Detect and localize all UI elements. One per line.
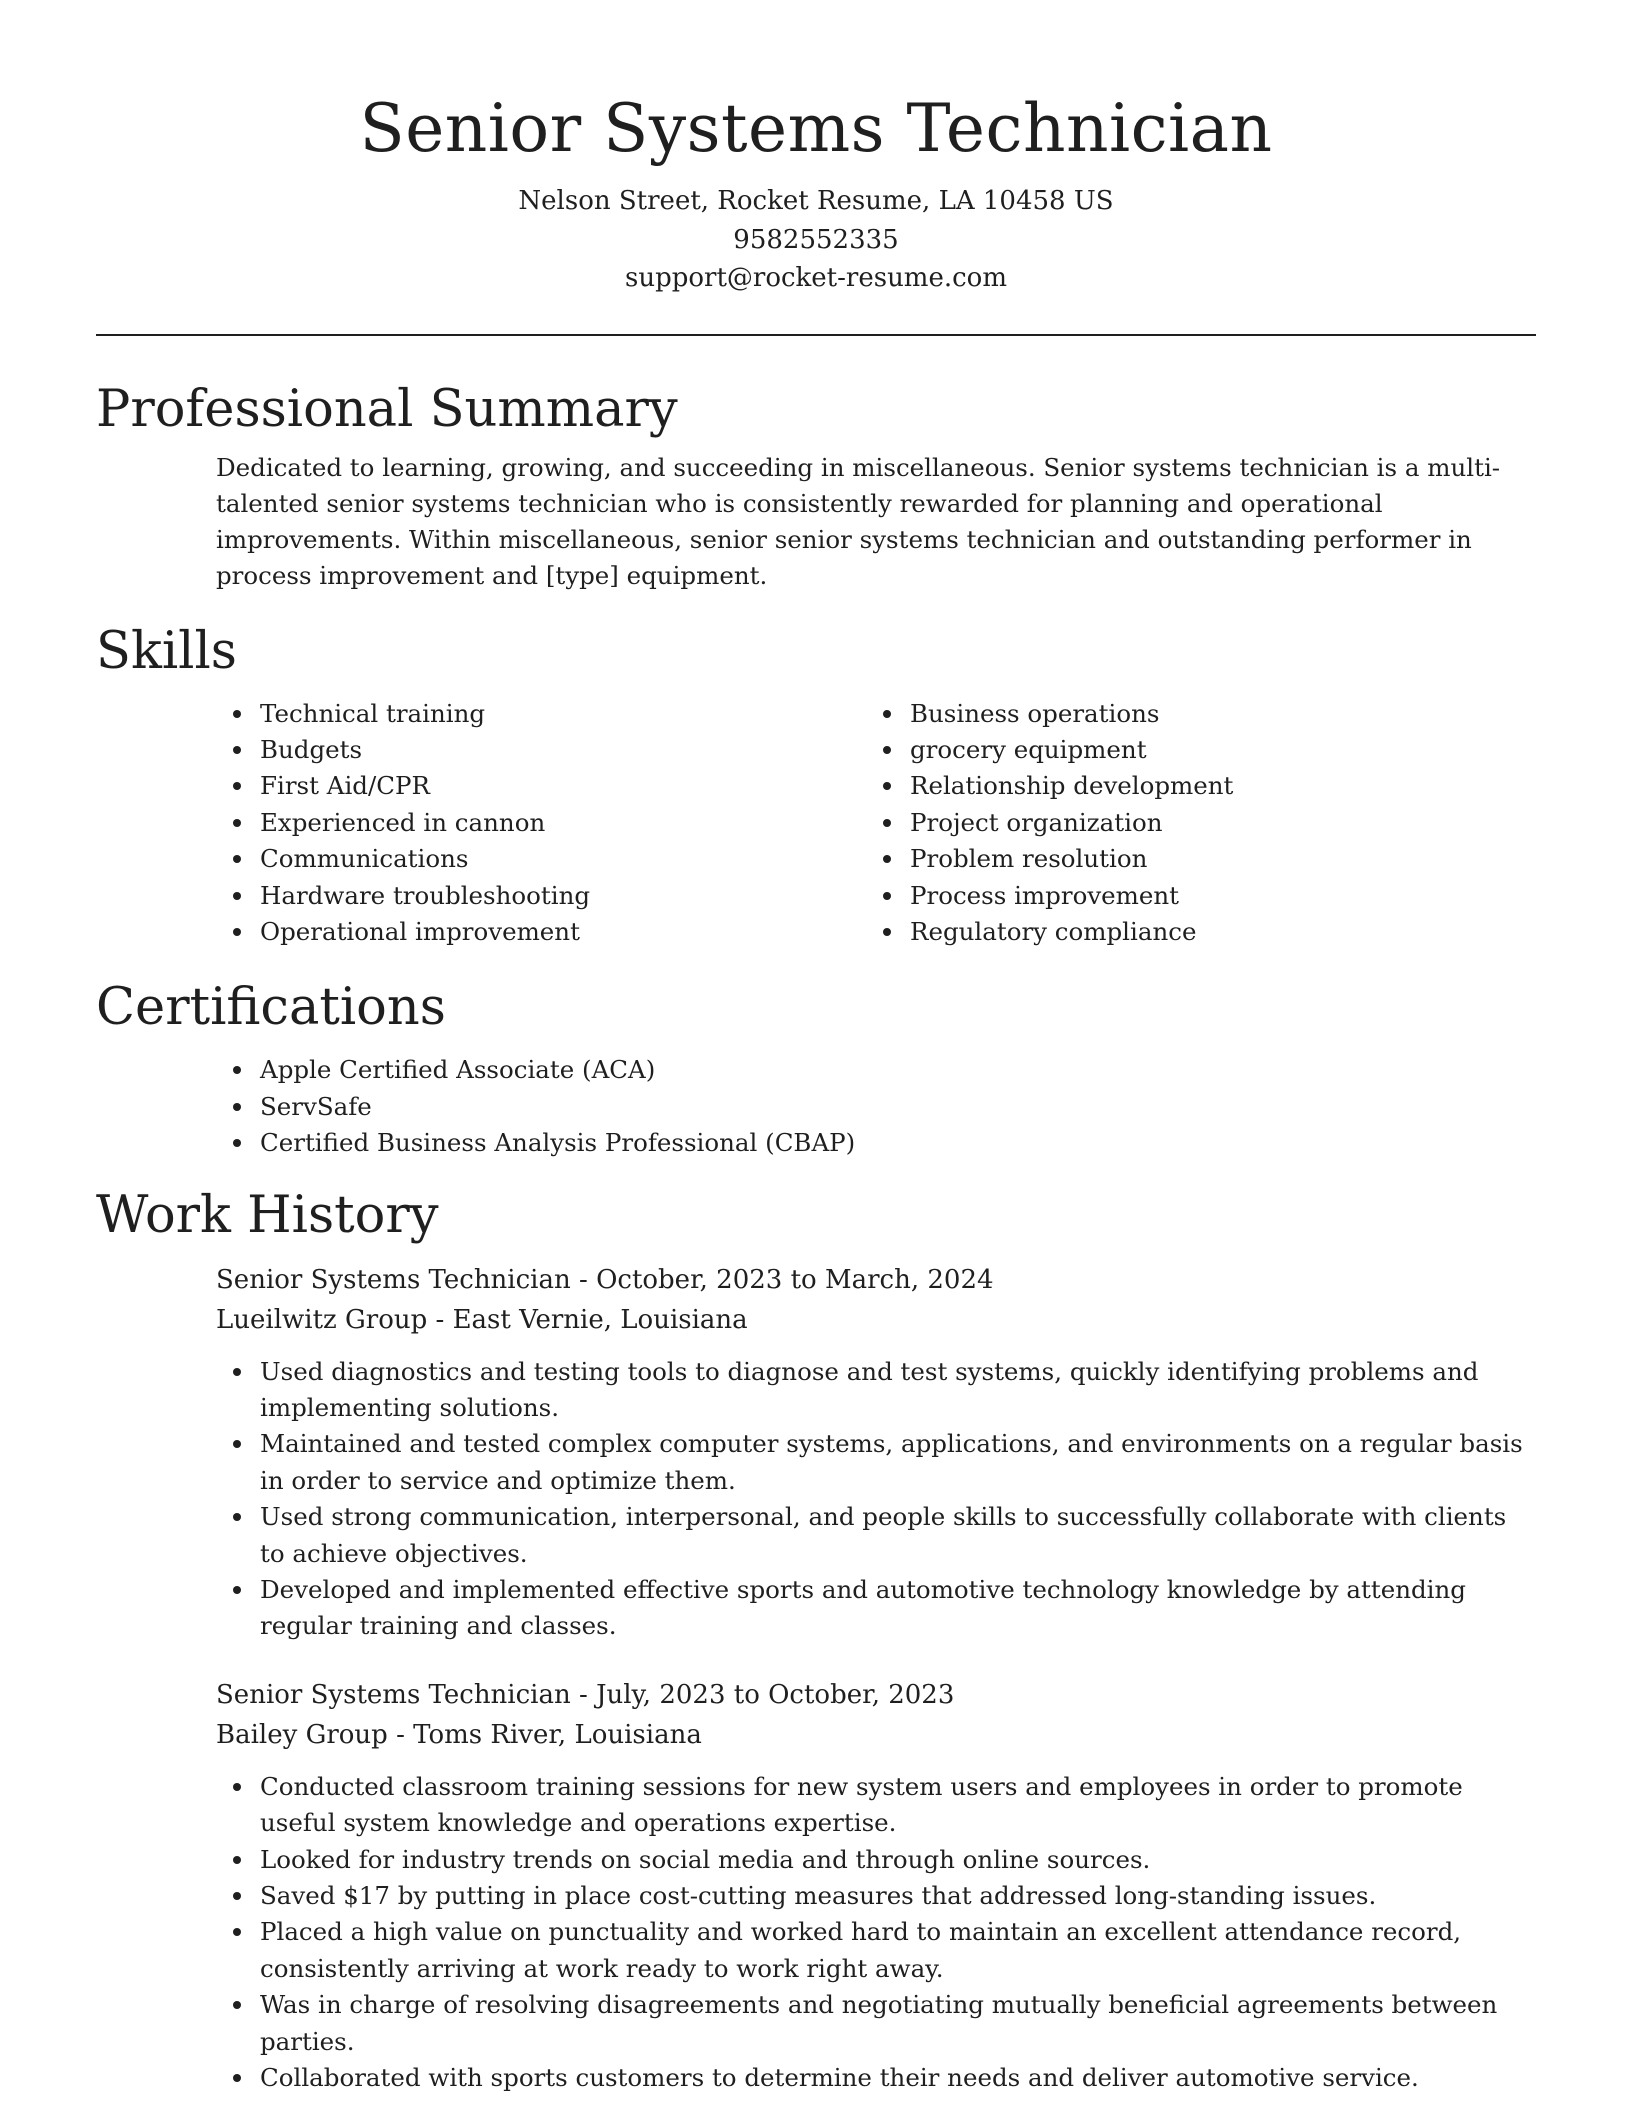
job-responsibilities <box>216 1769 1536 2097</box>
job-dates: - October, 2023 to March, 2024 <box>570 1264 994 1295</box>
job-bullet: Used diagnostics and testing tools to diagnose and test systems, quickly identifying problems and implementing solutions. <box>216 1354 1536 1427</box>
resume-header <box>96 0 1536 298</box>
skill-item: First Aid/CPR <box>216 768 866 804</box>
skills-column-left <box>216 696 866 951</box>
certification-item: ServSafe <box>216 1089 1536 1125</box>
job-title-line <box>216 1675 1536 1715</box>
skills-column-right <box>866 696 1516 951</box>
skill-item: Hardware troubleshooting <box>216 878 866 914</box>
work-history-heading: Work History <box>96 1185 439 1245</box>
job-title-line <box>216 1260 1536 1300</box>
skill-item: Communications <box>216 841 866 877</box>
header-divider <box>96 334 1536 336</box>
job-header <box>216 1675 1536 1755</box>
contact-phone: 9582552335 <box>733 224 899 255</box>
skills-list <box>216 696 1536 951</box>
summary-heading: Professional Summary <box>96 379 678 439</box>
job-bullet: Developed and implemented effective sports and automotive technology knowledge by attending regular training and classes. <box>216 1572 1536 1645</box>
resume-page <box>96 0 1536 2096</box>
contact-block <box>96 182 1536 298</box>
job-dates: - July, 2023 to October, 2023 <box>570 1679 955 1710</box>
job-location: - Toms River, Louisiana <box>387 1719 702 1750</box>
job-responsibilities <box>216 1354 1536 1645</box>
job-bullet: Maintained and tested complex computer systems, applications, and environments on a regular basis in order to service and optimize them. <box>216 1426 1536 1499</box>
job-bullet: Placed a high value on punctuality and worked hard to maintain an excellent attendance record, consistently arriving at work ready to work right away. <box>216 1914 1536 1987</box>
skill-item: Business operations <box>866 696 1516 732</box>
job-title: Senior Systems Technician <box>216 1679 571 1710</box>
skill-item: Process improvement <box>866 878 1516 914</box>
certification-item: Apple Certified Associate (ACA) <box>216 1052 1536 1088</box>
job-header <box>216 1260 1536 1340</box>
skill-item: Problem resolution <box>866 841 1516 877</box>
skill-item: grocery equipment <box>866 732 1516 768</box>
job-company: Bailey Group <box>216 1719 388 1750</box>
job-bullet: Saved $17 by putting in place cost-cutting measures that addressed long-standing issues. <box>216 1878 1536 1914</box>
skill-item: Operational improvement <box>216 914 866 950</box>
certifications-heading: Certifications <box>96 978 446 1038</box>
skill-item: Budgets <box>216 732 866 768</box>
skill-item: Experienced in cannon <box>216 805 866 841</box>
contact-email: support@rocket-resume.com <box>624 263 1007 293</box>
contact-address: Nelson Street, Rocket Resume, LA 10458 US <box>518 186 1114 216</box>
skill-item: Project organization <box>866 805 1516 841</box>
certification-item: Certified Business Analysis Professional (CBAP) <box>216 1125 1536 1161</box>
skill-item: Relationship development <box>866 768 1516 804</box>
summary-text: Dedicated to learning, growing, and succeeding in miscellaneous. Senior systems technician is a multi-talented senior systems technician who is consistently rewarded for planning and operational improvements. Within miscellaneous, senior senior systems technician and outstanding performer in process improvement and [type] equipment. <box>216 452 1501 590</box>
skill-item: Technical training <box>216 696 866 732</box>
job-title: Senior Systems Technician <box>216 1264 571 1295</box>
job-company-line <box>216 1300 1536 1340</box>
job-bullet: Was in charge of resolving disagreements and negotiating mutually beneficial agreements between parties. <box>216 1987 1536 2060</box>
job-bullet: Collaborated with sports customers to determine their needs and deliver automotive service. <box>216 2060 1536 2096</box>
job-bullet: Used strong communication, interpersonal, and people skills to successfully collaborate with clients to achieve objectives. <box>216 1499 1536 1572</box>
skill-item: Regulatory compliance <box>866 914 1516 950</box>
job-bullet: Conducted classroom training sessions for new system users and employees in order to promote useful system knowledge and operations expertise. <box>216 1769 1536 1842</box>
job-company-line <box>216 1715 1536 1755</box>
certifications-list <box>216 1052 1536 1161</box>
job-location: - East Vernie, Louisiana <box>427 1304 748 1335</box>
candidate-name: Senior Systems Technician <box>359 90 1273 167</box>
job-bullet: Looked for industry trends on social media and through online sources. <box>216 1842 1536 1878</box>
job-company: Lueilwitz Group <box>216 1304 428 1335</box>
skills-heading: Skills <box>96 621 237 681</box>
